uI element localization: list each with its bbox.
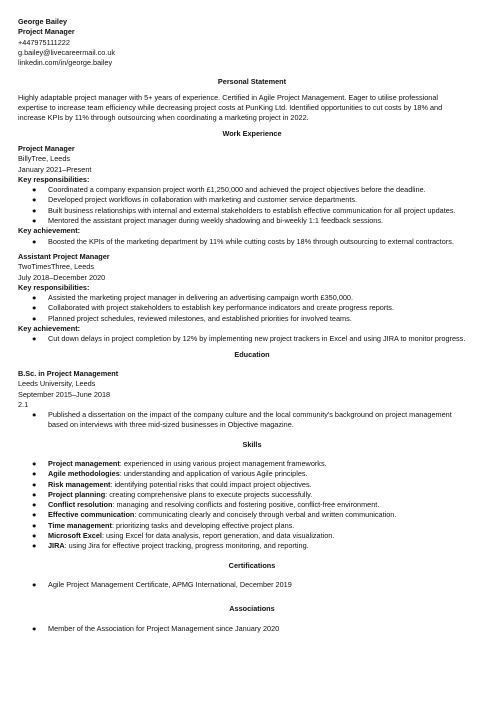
responsibilities-list <box>18 185 486 226</box>
skill-name: Conflict resolution <box>48 500 113 510</box>
certifications-list <box>18 580 486 590</box>
statement-line: Highly adaptable project manager with 5+ years of experience. Certified in Agile Project Management. Eager to utilise professional <box>18 92 439 102</box>
list-item <box>18 459 486 469</box>
bullet-icon: ● <box>32 489 37 499</box>
education-details <box>18 410 486 431</box>
skill-description: : understanding and application of various Agile principles. <box>119 469 308 479</box>
bullet-icon: ● <box>32 520 37 530</box>
bullet-icon: ● <box>32 479 37 489</box>
bullet-icon: ● <box>32 510 37 520</box>
statement-line: increase KPIs by 11% through outsourcing when coordinating a marketing project in 2022. <box>18 113 309 123</box>
skill-description: : creating comprehensive plans to execute projects successfully. <box>105 489 313 499</box>
resume-page <box>18 17 486 634</box>
list-item: ● Published a dissertation on the impact of the company culture and the local community's background on project management based on interviews with three mid-sized businesses in Objective magazine. <box>32 410 452 430</box>
list-item: ● Assisted the marketing project manager in delivering an advertising campaign worth £350,000. <box>32 293 354 303</box>
list-item <box>18 521 486 531</box>
skill-description: : using Excel for data analysis, report generation, and data visualization. <box>101 531 335 541</box>
list-item: ● Collaborated with project stakeholders to establish key performance indicators and create progress reports. <box>32 303 394 313</box>
job-dates: July 2018–December 2020 <box>18 272 106 282</box>
job-company: BillyTree, Leeds <box>18 154 71 164</box>
list-item <box>18 490 486 500</box>
list-item: ● Developed project workflows in collaboration with marketing and customer service departments. <box>32 195 358 205</box>
bullet-icon: ● <box>32 334 37 344</box>
list-item <box>18 480 486 490</box>
job-company: TwoTimesThree, Leeds <box>18 262 94 272</box>
responsibilities-label: Key responsibilities: <box>18 282 90 292</box>
job-entry <box>18 144 486 247</box>
statement-line: expertise to increase team efficiency while decreasing project costs at PunKing Ltd. Identified opportunities to cut costs by 18% and <box>18 103 443 113</box>
achievement-list <box>18 334 486 344</box>
skill-description: : communicating clearly and concisely through verbal and written communication. <box>134 510 397 520</box>
skill-name: Risk management <box>48 479 111 489</box>
section-heading-certifications: Certifications <box>228 560 276 570</box>
bullet-icon: ● <box>32 500 37 510</box>
education-entry <box>18 369 486 431</box>
list-item: ● Agile Project Management Certificate, APMG International, December 2019 <box>32 579 292 589</box>
associations-list <box>18 624 486 634</box>
bullet-icon: ● <box>32 236 37 246</box>
job-entry <box>18 252 486 345</box>
skill-name: Project management <box>48 458 120 468</box>
bullet-icon: ● <box>32 410 37 420</box>
school-name: Leeds University, Leeds <box>18 379 96 389</box>
achievement-label: Key achievement: <box>18 226 81 236</box>
bullet-icon: ● <box>32 458 37 468</box>
list-item: ● Mentored the assistant project manager during weekly shadowing and bi-weekly 1:1 feedback sessions. <box>32 216 384 226</box>
list-item: ● Coordinated a company expansion project worth £1,250,000 and achieved the project objectives before the deadline. <box>32 185 426 195</box>
list-item <box>18 541 486 551</box>
phone-number: +447975111222 <box>18 37 70 47</box>
skill-description: : using Jira for effective project tracking, progress monitoring, and reporting. <box>64 541 309 551</box>
list-item <box>18 510 486 520</box>
list-item: ● Built business relationships with internal and external stakeholders to establish effective communication for all project updates. <box>32 205 456 215</box>
list-item: ● Planned project schedules, reviewed milestones, and established priorities for involved teams. <box>32 313 352 323</box>
list-item <box>18 469 486 479</box>
linkedin-url: linkedin.com/in/george.bailey <box>18 58 113 68</box>
section-heading-work-experience: Work Experience <box>222 128 282 138</box>
list-item: ● Cut down delays in project completion by 12% by implementing new project trackers in Excel and using JIRA to monitor progress. <box>32 334 466 344</box>
bullet-icon: ● <box>32 205 37 215</box>
skill-name: JIRA <box>48 541 65 551</box>
job-dates: January 2021–Present <box>18 164 92 174</box>
skill-name: Project planning <box>48 489 106 499</box>
contact-header <box>18 17 486 68</box>
job-title: Project Manager <box>18 143 75 153</box>
bullet-icon: ● <box>32 293 37 303</box>
section-heading-education: Education <box>234 349 270 359</box>
bullet-icon: ● <box>32 313 37 323</box>
list-item: ● Boosted the KPIs of the marketing department by 11% while cutting costs by 18% through outsourcing to external contractors. <box>32 236 454 246</box>
bullet-icon: ● <box>32 185 37 195</box>
bullet-icon: ● <box>32 531 37 541</box>
list-item <box>18 531 486 541</box>
bullet-icon: ● <box>32 579 37 589</box>
bullet-icon: ● <box>32 303 37 313</box>
candidate-title: Project Manager <box>18 27 75 37</box>
responsibilities-list <box>18 293 486 324</box>
skill-description: : prioritizing tasks and developing effective project plans. <box>111 520 295 530</box>
skill-name: Microsoft Excel <box>48 531 102 541</box>
skill-description: : managing and resolving conflicts and fostering positive, conflict-free environment. <box>112 500 380 510</box>
skill-description: : identifying potential risks that could impact project objectives. <box>110 479 312 489</box>
bullet-icon: ● <box>32 541 37 551</box>
personal-statement <box>18 93 486 124</box>
degree-title: B.Sc. in Project Management <box>18 368 119 378</box>
responsibilities-label: Key responsibilities: <box>18 174 90 184</box>
bullet-icon: ● <box>32 195 37 205</box>
skill-name: Time management <box>48 520 112 530</box>
skill-name: Effective communication <box>48 510 135 520</box>
bullet-icon: ● <box>32 469 37 479</box>
list-item: ● Member of the Association for Project Management since January 2020 <box>32 623 280 633</box>
education-grade: 2.1 <box>18 399 29 409</box>
skill-name: Agile methodologies <box>48 469 120 479</box>
achievement-label: Key achievement: <box>18 324 81 334</box>
skill-description: : experienced in using various project management frameworks. <box>119 458 327 468</box>
candidate-name: George Bailey <box>18 17 68 26</box>
section-heading-skills: Skills <box>242 439 262 449</box>
section-heading-associations: Associations <box>229 604 275 614</box>
list-item <box>18 500 486 510</box>
email-address: g.bailey@livecareermail.co.uk <box>18 47 116 57</box>
education-dates: September 2015–June 2018 <box>18 389 111 399</box>
bullet-icon: ● <box>32 216 37 226</box>
achievement-list <box>18 237 486 247</box>
skills-list <box>18 459 486 552</box>
section-heading-personal-statement: Personal Statement <box>217 77 287 87</box>
bullet-icon: ● <box>32 623 37 633</box>
job-title: Assistant Project Manager <box>18 251 110 261</box>
